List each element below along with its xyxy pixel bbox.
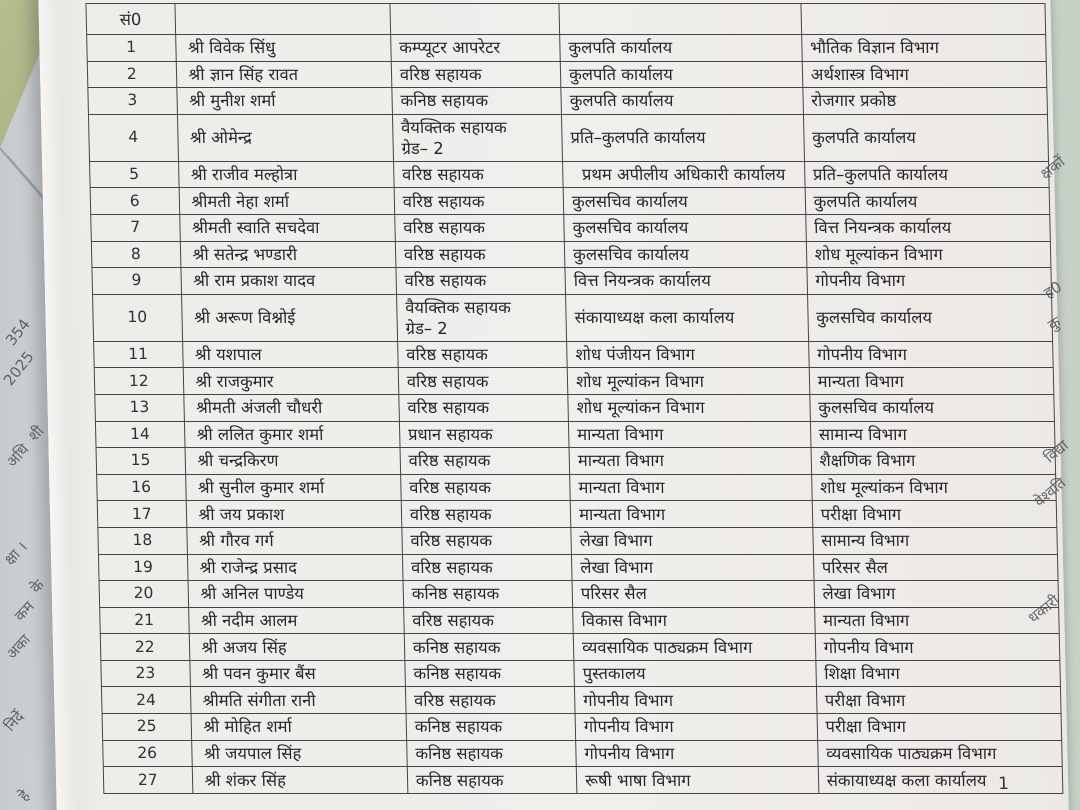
cell-office: वित्त नियन्त्रक कार्यालय — [565, 268, 807, 294]
cell-serial: 22 — [100, 634, 190, 660]
cell-name: श्री ज्ञान सिंह रावत — [176, 62, 392, 88]
cell-department: कुलपति कार्यालय — [805, 188, 1050, 214]
cell-department: मान्यता विभाग — [809, 368, 1054, 394]
cell-name: श्री राजकुमार — [183, 368, 399, 394]
table-row — [87, 62, 1048, 89]
cell-serial: 8 — [91, 242, 181, 268]
cell-designation: प्रधान सहायक — [400, 422, 570, 448]
cell-serial: 27 — [103, 767, 193, 793]
cell-department: शोध मूल्यांकन विभाग — [812, 475, 1057, 501]
cell-department: शिक्षा विभाग — [816, 661, 1061, 687]
background-text-fragment: अधि — [2, 440, 33, 471]
cell-designation: कनिष्ठ सहायक — [403, 581, 573, 607]
cell-designation: वरिष्ठ सहायक — [401, 475, 571, 501]
cell-department: परिसर सैल — [814, 555, 1059, 581]
table-row — [88, 115, 1049, 162]
cell-designation: कनिष्ठ सहायक — [408, 767, 578, 793]
background-text-fragment: वेश्वति — [1030, 473, 1070, 511]
background-text-fragment: क्षा । — [0, 538, 31, 569]
cell-department: कुलसचिव कार्यालय — [808, 295, 1053, 341]
cell-department: शोध मूल्यांकन विभाग — [807, 242, 1052, 268]
cell-name: श्री यशपाल — [183, 342, 399, 368]
cell-department: गोपनीय विभाग — [807, 268, 1052, 294]
background-text-fragment: ह0 — [1040, 277, 1065, 303]
header-designation — [390, 4, 560, 34]
cell-designation: वरिष्ठ सहायक — [399, 368, 569, 394]
cell-name: श्रीमती नेहा शर्मा — [179, 188, 395, 214]
cell-designation: वरिष्ठ सहायक — [396, 242, 566, 268]
table-row — [89, 162, 1050, 189]
cell-serial: 13 — [94, 395, 184, 421]
cell-office: मान्यता विभाग — [571, 501, 813, 527]
cell-name: श्री चन्द्रकिरण — [185, 448, 401, 474]
cell-name: श्री राजेन्द्र प्रसाद — [187, 555, 403, 581]
document-paper — [38, 0, 1069, 810]
cell-department: मान्यता विभाग — [815, 608, 1060, 634]
cell-serial: 19 — [98, 555, 188, 581]
table-header-row — [85, 3, 1046, 35]
cell-designation: कम्प्यूटर आपरेटर — [391, 35, 561, 61]
cell-office: मान्यता विभाग — [570, 475, 812, 501]
table-row — [99, 608, 1060, 635]
page-number: 1 — [997, 774, 1010, 794]
table-row — [103, 767, 1064, 794]
header-serial: सं0 — [85, 4, 175, 34]
cell-serial: 21 — [99, 608, 189, 634]
cell-office: गोपनीय विभाग — [576, 741, 818, 767]
cell-department: सामान्य विभाग — [811, 422, 1056, 448]
cell-name: श्री राजीव मल्होत्रा — [179, 162, 395, 188]
cell-department: सामान्य विभाग — [813, 528, 1058, 554]
cell-department: शैक्षणिक विभाग — [811, 448, 1056, 474]
table-row — [97, 528, 1058, 555]
cell-serial: 16 — [96, 475, 186, 501]
cell-department: व्यवसायिक पाठ्यक्रम विभाग — [818, 741, 1063, 767]
cell-department: प्रति–कुलपति कार्यालय — [805, 162, 1050, 188]
cell-serial: 11 — [93, 342, 183, 368]
cell-serial: 26 — [102, 741, 192, 767]
staff-table — [85, 3, 1063, 794]
cell-department: गोपनीय विभाग — [809, 342, 1054, 368]
cell-designation: वरिष्ठ सहायक — [402, 528, 572, 554]
cell-serial: 25 — [102, 714, 192, 740]
background-text-fragment: कम — [10, 597, 38, 625]
cell-designation: वरिष्ठ सहायक — [392, 62, 562, 88]
cell-designation: कनिष्ठ सहायक — [392, 88, 562, 114]
cell-office: लेखा विभाग — [572, 555, 814, 581]
cell-designation: वैयक्तिक सहायक ग्रेड– 2 — [397, 295, 567, 341]
background-text-fragment: निर्दे — [0, 707, 28, 735]
background-text-fragment: क्षकों — [1036, 152, 1069, 183]
background-text-fragment: विद्या — [1040, 436, 1072, 467]
cell-serial: 4 — [88, 115, 179, 161]
cell-designation: वैयक्तिक सहायक ग्रेड– 2 — [393, 115, 563, 161]
table-body — [86, 35, 1063, 794]
background-text-fragment: धकारी — [1024, 591, 1064, 627]
cell-serial: 5 — [89, 162, 179, 188]
cell-department: लेखा विभाग — [814, 581, 1059, 607]
cell-department: वित्त नियन्त्रक कार्यालय — [806, 215, 1051, 241]
table-row — [100, 661, 1061, 688]
table-row — [95, 422, 1056, 449]
cell-designation: कनिष्ठ सहायक — [405, 634, 575, 660]
cell-office: कुलसचिव कार्यालय — [564, 188, 806, 214]
cell-serial: 23 — [100, 661, 190, 687]
table-row — [98, 555, 1059, 582]
table-row — [96, 448, 1057, 475]
cell-serial: 10 — [92, 295, 183, 341]
cell-office: कुलसचिव कार्यालय — [564, 215, 806, 241]
cell-department: गोपनीय विभाग — [815, 634, 1060, 660]
cell-name: श्री सुनील कुमार शर्मा — [186, 475, 402, 501]
cell-designation: कनिष्ठ सहायक — [406, 714, 576, 740]
cell-name: श्री ललित कुमार शर्मा — [184, 422, 400, 448]
background-text-fragment: हे — [14, 786, 34, 805]
cell-office: गोपनीय विभाग — [576, 714, 818, 740]
cell-department: भौतिक विज्ञान विभाग — [802, 35, 1047, 61]
cell-office: शोध पंजीयन विभाग — [567, 342, 809, 368]
cell-office: कुलसचिव कार्यालय — [565, 242, 807, 268]
table-row — [90, 188, 1051, 215]
cell-serial: 12 — [94, 368, 184, 394]
cell-name: श्री जय प्रकाश — [186, 501, 402, 527]
background-text-fragment: के — [26, 576, 48, 597]
background-text-fragment: 354 — [2, 315, 34, 350]
cell-name: श्री सतेन्द्र भण्डारी — [180, 242, 396, 268]
cell-designation: वरिष्ठ सहायक — [396, 268, 566, 294]
cell-serial: 15 — [96, 448, 186, 474]
cell-designation: कनिष्ठ सहायक — [407, 741, 577, 767]
table-row — [92, 295, 1053, 342]
table-row — [96, 475, 1057, 502]
cell-name: श्री अनिल पाण्डेय — [188, 581, 404, 607]
background-text-fragment: 2025 — [0, 347, 38, 390]
cell-office: लेखा विभाग — [571, 528, 813, 554]
cell-department: परीक्षा विभाग — [817, 687, 1062, 713]
cell-department: कुलपति कार्यालय — [804, 115, 1049, 161]
table-row — [87, 88, 1048, 115]
cell-office: प्रथम अपीलीय अधिकारी कार्यालय — [563, 162, 805, 188]
cell-office: शोध मूल्यांकन विभाग — [568, 368, 810, 394]
cell-department: रोजगार प्रकोष्ठ — [803, 88, 1048, 114]
header-department — [801, 4, 1046, 34]
table-row — [94, 368, 1055, 395]
cell-name: श्रीमती अंजली चौधरी — [184, 395, 400, 421]
cell-designation: वरिष्ठ सहायक — [403, 555, 573, 581]
table-row — [102, 741, 1063, 768]
cell-name: श्री शंकर सिंह — [192, 767, 408, 793]
table-row — [91, 242, 1052, 269]
cell-name: श्री पवन कुमार बैंस — [190, 661, 406, 687]
table-row — [91, 268, 1052, 295]
cell-serial: 20 — [99, 581, 189, 607]
cell-department: कुलसचिव कार्यालय — [810, 395, 1055, 421]
cell-serial: 9 — [91, 268, 181, 294]
cell-designation: वरिष्ठ सहायक — [395, 215, 565, 241]
background-text-fragment: कु — [1044, 312, 1064, 335]
cell-serial: 24 — [101, 687, 191, 713]
cell-serial: 2 — [87, 62, 177, 88]
cell-office: विकास विभाग — [573, 608, 815, 634]
cell-office: मान्यता विभाग — [569, 422, 811, 448]
cell-designation: वरिष्ठ सहायक — [398, 342, 568, 368]
cell-name: श्री मुनीश शर्मा — [177, 88, 393, 114]
cell-serial: 18 — [97, 528, 187, 554]
cell-name: श्री मोहित शर्मा — [191, 714, 407, 740]
cell-designation: वरिष्ठ सहायक — [402, 501, 572, 527]
cell-name: श्री जयपाल सिंह — [192, 741, 408, 767]
cell-serial: 7 — [90, 215, 180, 241]
cell-office: परिसर सैल — [573, 581, 815, 607]
cell-serial: 6 — [90, 188, 180, 214]
cell-office: संकायाध्यक्ष कला कार्यालय — [566, 295, 809, 341]
cell-name: श्री अजय सिंह — [189, 634, 405, 660]
cell-serial: 17 — [97, 501, 187, 527]
cell-office: कुलपति कार्यालय — [561, 88, 803, 114]
table-row — [102, 714, 1063, 741]
cell-office: मान्यता विभाग — [570, 448, 812, 474]
cell-name: श्री नदीम आलम — [189, 608, 405, 634]
cell-office: शोध मूल्यांकन विभाग — [568, 395, 810, 421]
cell-designation: वरिष्ठ सहायक — [400, 448, 570, 474]
cell-office: व्यवसायिक पाठ्यक्रम विभाग — [574, 634, 816, 660]
cell-name: श्री ओमेन्द्र — [177, 115, 393, 161]
cell-name: श्री विवेक सिंधु — [176, 35, 392, 61]
header-name — [175, 4, 391, 34]
cell-designation: वरिष्ठ सहायक — [394, 162, 564, 188]
cell-department: परीक्षा विभाग — [817, 714, 1062, 740]
cell-serial: 3 — [87, 88, 177, 114]
cell-name: श्री गौरव गर्ग — [187, 528, 403, 554]
cell-department: परीक्षा विभाग — [812, 501, 1057, 527]
table-row — [101, 687, 1062, 714]
background-text-fragment: अका — [2, 630, 35, 663]
cell-office: प्रति–कुलपति कार्यालय — [562, 115, 805, 161]
cell-name: श्री राम प्रकाश यादव — [181, 268, 397, 294]
cell-name: श्री अरूण विश्नोई — [182, 295, 398, 341]
cell-serial: 1 — [86, 35, 176, 61]
table-row — [90, 215, 1051, 242]
cell-serial: 14 — [95, 422, 185, 448]
table-row — [97, 501, 1058, 528]
cell-name: श्रीमती स्वाति सचदेवा — [180, 215, 396, 241]
cell-office: गोपनीय विभाग — [575, 687, 817, 713]
cell-designation: वरिष्ठ सहायक — [394, 188, 564, 214]
cell-designation: वरिष्ठ सहायक — [406, 687, 576, 713]
cell-department: संकायाध्यक्ष कला कार्यालय — [818, 767, 1063, 793]
background-text-fragment: शी — [24, 422, 48, 445]
table-row — [93, 342, 1054, 369]
table-row — [99, 581, 1060, 608]
header-office — [560, 4, 802, 34]
cell-office: कुलपति कार्यालय — [561, 62, 803, 88]
cell-office: रूषी भाषा विभाग — [577, 767, 819, 793]
table-row — [100, 634, 1061, 661]
cell-designation: वरिष्ठ सहायक — [404, 608, 574, 634]
cell-designation: कनिष्ठ सहायक — [405, 661, 575, 687]
cell-office: पुस्तकालय — [574, 661, 816, 687]
table-row — [86, 35, 1047, 62]
cell-designation: वरिष्ठ सहायक — [399, 395, 569, 421]
table-row — [94, 395, 1055, 422]
cell-department: अर्थशास्त्र विभाग — [802, 62, 1047, 88]
cell-office: कुलपति कार्यालय — [560, 35, 802, 61]
cell-name: श्रीमति संगीता रानी — [190, 687, 406, 713]
